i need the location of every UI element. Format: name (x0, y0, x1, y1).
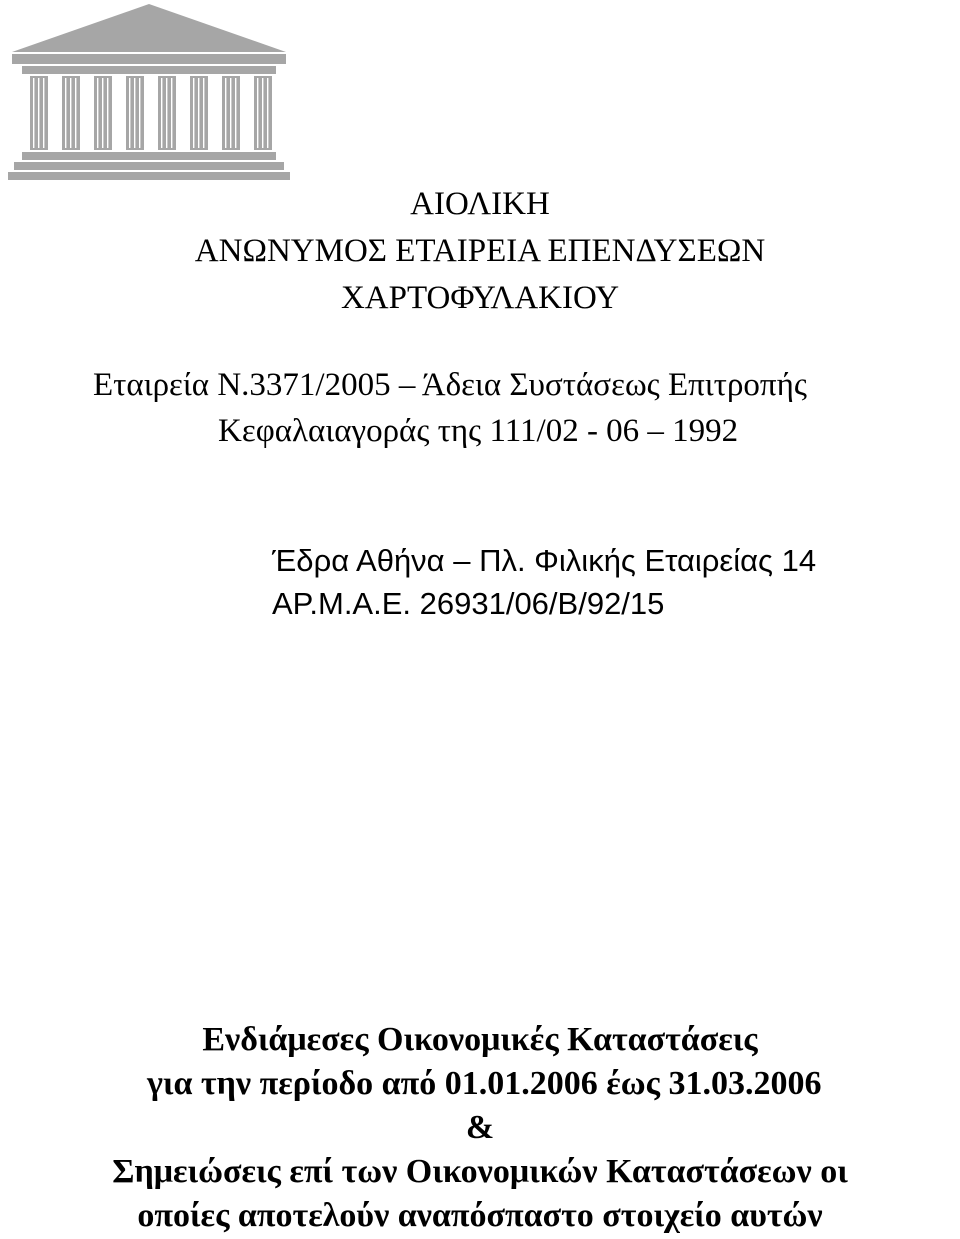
report-title: Ενδιάμεσες Οικονομικές Καταστάσεις (202, 1021, 758, 1058)
notes-line1: Σημειώσεις επί των Οικονομικών Καταστάσεων οι (112, 1153, 848, 1190)
address-line1: Έδρα Αθήνα – Πλ. Φιλικής Εταιρείας 14 (272, 543, 817, 578)
company-name-line2: ΑΝΩΝΥΜΟΣ ΕΤΑΙΡΕΙΑ ΕΠΕΝΔΥΣΕΩΝ (194, 233, 766, 269)
company-name-line3: ΧΑΡΤΟΦΥΛΑΚΙΟΥ (340, 280, 620, 316)
company-name-line1: ΑΙΟΛΙΚΗ (410, 186, 550, 222)
report-period: για την περίοδο από 01.01.2006 έως 31.03.2006 (147, 1065, 822, 1102)
license-line1: Εταιρεία Ν.3371/2005 – Άδεια Συστάσεως Επιτροπής (93, 367, 807, 403)
greek-temple-icon (8, 4, 290, 180)
license-line2: Κεφαλαιαγοράς της 111/02 - 06 – 1992 (218, 413, 739, 449)
ampersand: & (465, 1109, 495, 1146)
registry-number: ΑΡ.Μ.Α.Ε. 26931/06/Β/92/15 (272, 586, 665, 621)
notes-line2: οποίες αποτελούν αναπόσπαστο στοιχείο αυτών (137, 1197, 823, 1234)
